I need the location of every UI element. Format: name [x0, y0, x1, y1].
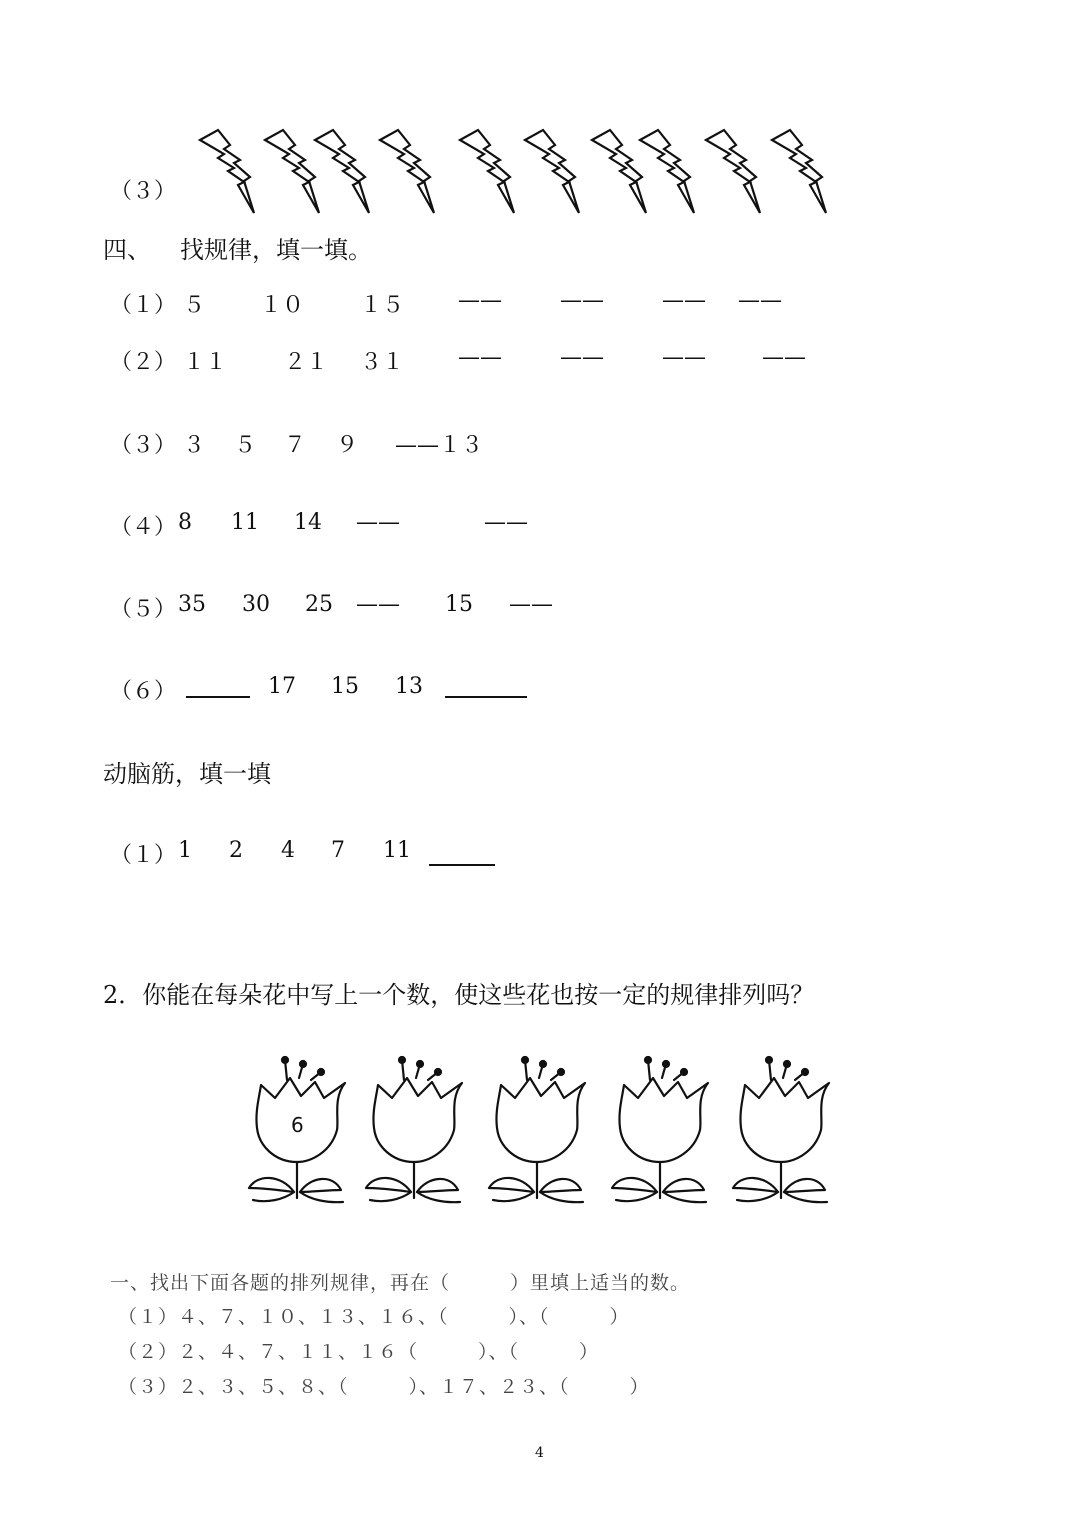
lightning-bolt-icon	[706, 130, 760, 213]
tulip-icon	[489, 1057, 585, 1202]
item-2-blank[interactable]: ——	[762, 345, 806, 370]
item-1-blank[interactable]: ——	[458, 288, 502, 313]
item-1-blank[interactable]: ——	[662, 288, 706, 313]
brain-answer-line[interactable]	[429, 864, 495, 866]
item-5-blank[interactable]: ——	[509, 592, 553, 617]
item-1-blank[interactable]: ——	[560, 288, 604, 313]
tulip-icon	[366, 1057, 462, 1202]
item-1-value: １０	[260, 293, 305, 318]
item-2-value: ３１	[360, 350, 405, 375]
brain-value: 11	[383, 838, 411, 863]
brain-value: 2	[229, 838, 243, 863]
item-5-value: 15	[445, 592, 473, 617]
item-1-value: ５	[183, 293, 206, 318]
lightning-bolt-icon	[460, 130, 514, 213]
item-1-blank[interactable]: ——	[738, 288, 782, 313]
item-3-blank-then-13[interactable]: ——１３	[395, 433, 484, 458]
item-6-value: 15	[331, 674, 359, 699]
item-3-value: ３	[183, 433, 206, 458]
section-four-number: 四、	[103, 236, 151, 264]
brain-teaser-title: 动脑筋，填一填	[103, 760, 271, 788]
brain-value: 1	[178, 838, 192, 863]
section-one-line-2: （２）２、４、７、１１、１６（ ）、（ ）	[118, 1341, 600, 1363]
item-1-label: （１）	[110, 293, 177, 318]
section-one-heading: 一、找出下面各题的排列规律，再在（ ）里填上适当的数。	[110, 1272, 691, 1294]
item-1-value: １５	[360, 293, 405, 318]
brain-value: 4	[281, 838, 295, 863]
brain-value: 7	[331, 838, 345, 863]
item-5-blank[interactable]: ——	[356, 592, 400, 617]
section-four-title: 找规律，填一填。	[180, 236, 372, 264]
tulip-icon	[733, 1057, 829, 1202]
question-2-title: 2．你能在每朵花中写上一个数，使这些花也按一定的规律排列吗？	[103, 981, 815, 1009]
item-4-value: 8	[178, 510, 192, 535]
lightning-bolt-icon	[592, 130, 646, 213]
item-2-blank[interactable]: ——	[662, 345, 706, 370]
item-2-value: ２１	[284, 350, 329, 375]
tulip-icon	[612, 1057, 708, 1202]
tulip-row	[240, 1050, 860, 1220]
tulip-icon	[249, 1057, 345, 1202]
item-4-value: 14	[294, 510, 322, 535]
item-2-blank[interactable]: ——	[560, 345, 604, 370]
item-5-value: 25	[305, 592, 333, 617]
item-4-blank[interactable]: ——	[356, 510, 400, 535]
lightning-bolt-icon	[640, 130, 694, 213]
item-5-value: 35	[178, 592, 206, 617]
item-6-answer-line[interactable]	[186, 696, 250, 698]
lightning-bolt-icon	[200, 130, 254, 213]
flower-number: 6	[291, 1113, 304, 1137]
page-number: 4	[535, 1445, 544, 1461]
item-2-blank[interactable]: ——	[458, 345, 502, 370]
lightning-bolt-icon	[380, 130, 434, 213]
section-one-line-3: （３）２、３、５、８、（ ）、１７、２３、（ ）	[118, 1376, 650, 1398]
item-3-value: ９	[336, 433, 359, 458]
lightning-bolt-icon	[315, 130, 369, 213]
item-6-value: 17	[268, 674, 296, 699]
item-3-value: ５	[234, 433, 257, 458]
lightning-bolt-icon	[772, 130, 826, 213]
lightning-bolt-icon	[525, 130, 579, 213]
item-3-label: （３）	[110, 433, 177, 458]
brain-item-label: （１）	[110, 843, 177, 868]
item-6-answer-line[interactable]	[445, 696, 527, 698]
lightning-bolt-row	[0, 0, 1080, 230]
section-one-line-1: （１）４、７、１０、１３、１６、（ ）、（ ）	[118, 1306, 630, 1328]
sec3-label: （３）	[110, 179, 177, 204]
item-5-label: （５）	[110, 597, 177, 622]
item-4-label: （４）	[110, 515, 177, 540]
item-4-blank[interactable]: ——	[484, 510, 528, 535]
item-6-value: 13	[395, 674, 423, 699]
lightning-bolt-icon	[265, 130, 319, 213]
item-5-value: 30	[242, 592, 270, 617]
item-2-value: １１	[183, 350, 228, 375]
item-3-value: ７	[284, 433, 307, 458]
item-4-value: 11	[231, 510, 259, 535]
item-6-label: （６）	[110, 679, 177, 704]
item-2-label: （２）	[110, 350, 177, 375]
